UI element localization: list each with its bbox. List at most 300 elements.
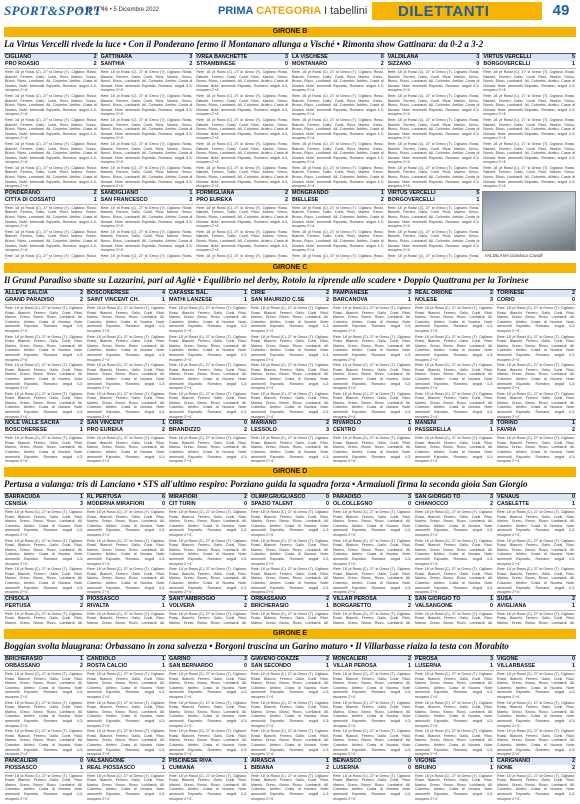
team-score: 2 (326, 656, 329, 662)
match-report: Rete: 18' pt Rossi (C), 27' st Greco (T). Cigliano: Rossi, Bianchi, Ferrero, Gallo, Conti, Ricci, Marino, Greco, Bruno, Rizzo, Lombardi. All. Colombo. Arbitro: Costa di Novara. Note: ammoniti Esposito, Romano; angoli 4-3; recupero 2'+4'. (100, 165, 193, 189)
match-box (414, 493, 494, 595)
away-team-row (496, 297, 576, 305)
match-report: Rete: 18' pt Rossi (C), 27' st Greco (T). Cigliano: Rossi, (387, 253, 480, 258)
team-name: GRAND PARADISO (5, 297, 55, 303)
away-team-row (250, 427, 330, 435)
team-score: 2 (162, 595, 165, 602)
team-score: 3 (490, 420, 493, 427)
home-team-row (250, 596, 330, 603)
match-report: Rete: 18' pt Rossi (C), 27' st Greco (T). Cigliano: Rossi, Bianchi, Ferrero, Gallo, Conti, Ricci, Marino, Greco, Bruno, Rizzo, Lombardi. All. (5, 611, 83, 625)
results-column (250, 655, 330, 801)
away-team-row (250, 765, 330, 773)
team-score: 1 (80, 494, 83, 500)
team-name: MONCALIERI (333, 656, 368, 662)
away-team-row (195, 61, 289, 69)
match-report: Rete: 18' pt Rossi (C), 27' st Greco (T). Cigliano: Rossi, Bianchi, Ferrero, Gallo, Conti, Ricci, Marino, Greco, Bruno, Rizzo, Lombardi. All. Colombo. Arbitro: Costa di Novara. Note: ammoniti Esposito, Romano; angoli 4-3; recupero 2'+4'. (87, 700, 165, 728)
away-team-row (4, 297, 84, 305)
away-team-row (86, 765, 166, 773)
team-name: CHIANOCCO (415, 501, 449, 507)
team-score: 2 (326, 290, 329, 296)
match-report: Rete: 18' pt Rossi (C), 27' st Greco (T). Cigliano: Rossi, Bianchi, Ferrero, Gallo, Conti, Ricci, Marino, Greco, Bruno, Rizzo, Lombardi. All. Colombo. Arbitro: Costa di Novara. Note: ammoniti Esposito, Romano; angoli 4-3; recupero 2'+4'. (483, 70, 576, 93)
match-report: Rete: 18' pt Rossi (C), 27' st Greco (T). Cigliano: Rossi, Bianchi, Ferrero, Gallo, Conti, Ricci, Marino, Greco, Bruno, Rizzo, Lombardi. All. Colombo. Arbitro: Costa di Novara. Note: ammoniti Esposito, Romano; angoli 4-3; recupero 2'+4'. (196, 70, 289, 93)
player-photo (482, 191, 576, 251)
match-box (332, 757, 412, 801)
match-box (168, 493, 248, 595)
team-score: 3 (80, 595, 83, 602)
match-report: Rete: 18' pt Rossi (C), 27' st Greco (T). Cigliano: Rossi, Bianchi, Ferrero, Gallo, Conti, Ricci, Marino, Greco, Bruno, Rizzo, Lombardi. All. Colombo. Arbitro: Costa di Novara. Note: ammoniti Esposito, Romano; angoli 4-3; recupero 2'+4'. (5, 70, 97, 93)
team-name: NOLE VALLE SACRA (5, 420, 60, 427)
team-name: BORGOVERCELLI (483, 61, 531, 67)
results-column (496, 655, 576, 801)
away-team-row (332, 297, 412, 305)
team-score: 0 (572, 297, 575, 303)
home-team-row (332, 290, 412, 297)
match-report: Rete: 18' pt Rossi (C), 27' st Greco (T). Cigliano: Rossi, Bianchi, Ferrero, Gallo, Conti, Ricci, Marino, Greco, Bruno, Rizzo, Lombardi. All. Colombo. Arbitro: Costa di Novara. Note: ammoniti Esposito, Romano; angoli 4-3; recupero 2'+4'. (415, 436, 493, 463)
match-box (496, 419, 576, 463)
match-box (168, 289, 248, 419)
home-team-row (496, 656, 576, 663)
home-team-row (86, 596, 166, 603)
team-score: 2 (93, 61, 97, 67)
results-column (250, 289, 330, 463)
match-report: Rete: 18' pt Rossi (C), 27' st Greco (T). Cigliano: Rossi, Bianchi, Ferrero, Gallo, Conti, Ricci, Marino, Greco, Bruno, Rizzo, Lombardi. All. Colombo. Arbitro: Costa di Novara. Note: ammoniti Esposito, Romano; angoli 4-3; recupero 2'+4'. (333, 363, 411, 391)
match-report: Rete: 18' pt Rossi (C), 27' st Greco (T). Cigliano: Rossi, Bianchi, Ferrero, Gallo, Conti, Ricci, Marino, Greco, Bruno, Rizzo, Lombardi. All. Colombo. Arbitro: Costa di Novara. Note: ammoniti Esposito, Romano; angoli 4-3; recupero 2'+4'. (87, 672, 165, 699)
match-report: Rete: 18' pt Rossi (C), 27' st Greco (T). Cigliano: Rossi, (5, 253, 97, 258)
match-box (250, 493, 330, 595)
away-team-row (496, 501, 576, 509)
team-name: GATTINARA (100, 54, 133, 60)
team-score: 6 (162, 494, 165, 500)
team-name: MIRAFIORI (169, 494, 198, 500)
match-report: Rete: 18' pt Rossi (C), 27' st Greco (T). Cigliano: Rossi, Bianchi, Ferrero, Gallo, Conti, Ricci, Marino, Greco, Bruno, Rizzo, Lombardi. All. Colombo. Arbitro: Costa di Novara. Note: ammoniti Esposito, Romano; angoli 4-3; recupero 2'+4'. (100, 141, 193, 165)
team-score: 1 (408, 420, 411, 427)
home-team-row (168, 290, 248, 297)
team-score: 2 (572, 757, 575, 764)
results-column (250, 493, 330, 625)
match-report: Rete: 18' pt Rossi (C), 27' st Greco (T). Cigliano: Rossi, Bianchi, Ferrero, Gallo, Conti, Ricci, Marino, Greco, Bruno, Rizzo, Lombardi. All. Colombo. Arbitro: Costa di Novara. Note: ammoniti Esposito, Romano; angoli 4-3; recupero 2'+4'. (169, 672, 247, 699)
match-box (4, 655, 84, 757)
match-report: Rete: 18' pt Rossi (C), 27' st Greco (T). Cigliano: Rossi, Bianchi, Ferrero, Gallo, Conti, Ricci, Marino, Greco, Bruno, Rizzo, Lombardi. All. Colombo. Arbitro: Costa di Novara. Note: ammoniti Esposito, Romano; angoli 4-3; recupero 2'+4'. (497, 510, 575, 537)
team-name: VILLAR PEROSA (333, 663, 377, 669)
match-box (387, 53, 481, 189)
home-team-row (4, 596, 84, 603)
match-report: Rete: 18' pt Rossi (C), 27' st Greco (T). Cigliano: Rossi, Bianchi, Ferrero, Gallo, Conti, Ricci, Marino, Greco, Bruno, Rizzo, Lombardi. All. Colombo. Arbitro: Costa di Novara. Note: ammoniti Esposito, Romano; angoli 4-3; recupero 2'+4'. (497, 334, 575, 362)
team-score: 1 (572, 602, 575, 609)
team-name: MANENI (415, 420, 437, 427)
match-box (387, 189, 481, 259)
section-headline: Boggian svolta blaugrana: Orbassano in zona salvezza • Borgoni trascina un Garino maturo • Il Villarbasse riaiza la testa con Morabito (4, 641, 509, 651)
team-name: BOSCONERESE (87, 290, 129, 296)
away-team-row (168, 297, 248, 305)
home-team-row (496, 494, 576, 501)
team-score: 3 (189, 54, 193, 60)
away-team-row (86, 297, 166, 305)
match-report: Rete: 18' pt Rossi (C), 27' st Greco (T). Cigliano: Rossi, Bianchi, Ferrero, Gallo, Conti, Ricci, Marino, Greco, Bruno, Rizzo, Lombardi. All. Colombo. Arbitro: Costa di Novara. Note: ammoniti Esposito, Romano; angoli 4-3; recupero 2'+4'. (415, 391, 493, 419)
team-score: 0 (408, 501, 411, 507)
team-score: 0 (80, 757, 83, 764)
match-report: Rete: 18' pt Rossi (C), 27' st Greco (T). Cigliano: Rossi, Bianchi, Ferrero, Gallo, Conti, Ricci, Marino, Greco, Bruno, Rizzo, Lombardi. All. Colombo. Arbitro: Costa di Novara. Note: ammoniti Esposito, Romano; angoli 4-3; recupero 2'+4'. (387, 117, 480, 141)
match-report: Rete: 18' pt Rossi (C), 27' st Greco (T). Cigliano: Rossi, Bianchi, Ferrero, Gallo, Conti, Ricci, Marino, Greco, Bruno, Rizzo, Lombardi. All. Colombo. Arbitro: Costa di Novara. Note: ammoniti Esposito, Romano; angoli 4-3; recupero 2'+4'. (169, 700, 247, 728)
away-team-row (414, 297, 494, 305)
results-column (4, 493, 84, 625)
match-report: Rete: 18' pt Rossi (C), 27' st Greco (T). Cigliano: Rossi, Bianchi, Ferrero, Gallo, Conti, Ricci, Marino, Greco, Bruno, Rizzo, Lombardi. All. Colombo. Arbitro: Costa di Novara. Note: ammoniti Esposito, Romano; angoli 4-3; recupero 2'+4'. (87, 510, 165, 537)
match-report: Rete: 18' pt Rossi (C), 27' st Greco (T). Cigliano: Rossi, Bianchi, Ferrero, Gallo, Conti, Ricci, Marino, Greco, Bruno, Rizzo, Lombardi. All. Colombo. Arbitro: Costa di Novara. Note: ammoniti Esposito, Romano; angoli 4-3; recupero 2'+4'. (415, 672, 493, 699)
team-score: 2 (189, 196, 193, 203)
home-team-row (100, 54, 194, 61)
team-score: 2 (572, 290, 575, 296)
team-score: 3 (408, 494, 411, 500)
match-report: Rete: 18' pt Rossi (C), 27' st Greco (T). Cigliano: Rossi, Bianchi, Ferrero, Gallo, Conti, Ricci, Marino, Greco, Bruno, Rizzo, Lombardi. All. Colombo. Arbitro: Costa di Novara. Note: ammoniti Esposito, Romano; angoli 4-3; recupero 2'+4'. (333, 510, 411, 537)
results-column (332, 493, 412, 625)
team-score: 1 (408, 595, 411, 602)
away-team-row (332, 663, 412, 671)
away-team-row (168, 603, 248, 611)
match-report: Rete: 18' pt Rossi (C), 27' st Greco (T). Cigliano: Rossi, Bianchi, Ferrero, Gallo, Conti, Ricci, Marino, Greco, Bruno, Rizzo, Lombardi. All. Colombo. Arbitro: Costa di Novara. Note: ammoniti Esposito, Romano; angoli 4-3; recupero 2'+4'. (497, 567, 575, 595)
away-team-row (387, 197, 481, 205)
match-box (414, 289, 494, 419)
match-box (291, 53, 385, 189)
match-report: Rete: 18' pt Rossi (C), 27' st Greco (T). Cigliano: Rossi, Bianchi, Ferrero, Gallo, Conti, Ricci, Marino, Greco, Bruno, Rizzo, Lombardi. All. Colombo. Arbitro: Costa di Novara. Note: ammoniti Esposito, Romano; angoli 4-3; recupero 2'+4'. (100, 117, 193, 141)
team-name: STRAMBINESE (196, 61, 236, 67)
match-report: Rete: 18' pt Rossi (C), 27' st Greco (T). Cigliano: Rossi, Bianchi, Ferrero, Gallo, Conti, Ricci, Marino, Greco, Bruno, Rizzo, Lombardi. All. Colombo. Arbitro: Costa di Novara. Note: ammoniti Esposito, Romano; angoli 4-3; recupero 2'+4'. (5, 436, 83, 463)
match-report: Rete: 18' pt Rossi (C), 27' st Greco (T). Cigliano: Rossi, Bianchi, Ferrero, Gallo, Conti, Ricci, Marino, Greco, Bruno, Rizzo, Lombardi. All. (333, 611, 411, 625)
team-name: REAL ORIONE (415, 290, 453, 296)
match-report: Rete: 18' pt Rossi (C), 27' st Greco (T). Cigliano: Rossi, Bianchi, Ferrero, Gallo, Conti, Ricci, Marino, Greco, Bruno, Rizzo, Lombardi. All. Colombo. Arbitro: Costa di Novara. Note: ammoniti Esposito, Romano; angoli 4-3; recupero 2'+4'. (5, 729, 83, 757)
match-box (168, 757, 248, 801)
away-team-row (332, 603, 412, 611)
home-team-row (168, 656, 248, 663)
home-team-row (332, 656, 412, 663)
match-report: Rete: 18' pt Rossi (C), 27' st Greco (T). Cigliano: Rossi, Bianchi, Ferrero, Gallo, Conti, Ricci, Marino, Greco, Bruno, Rizzo, Lombardi. All. Colombo. Arbitro: Costa di Novara. Note: ammoniti Esposito, Romano; angoli 4-3; recupero 2'+4'. (251, 391, 329, 419)
team-name: BIBIANA (251, 764, 274, 771)
team-score: 3 (490, 656, 493, 662)
team-score: 0 (408, 427, 411, 434)
home-team-row (496, 420, 576, 427)
match-box (100, 189, 194, 259)
edition-info: A. 66 N. 46 • 5 Dicembre 2022 (78, 7, 160, 13)
team-name: CARIGNANO (497, 757, 531, 764)
girone-label: GIRONE E (4, 629, 576, 639)
team-name: CENISIA (5, 501, 27, 507)
match-report: Rete: 18' pt Rossi (C), 27' st Greco (T). Cigliano: Rossi, Bianchi, Ferrero, Gallo, Conti, Ricci, Marino, Greco, Bruno, Rizzo, Lombardi. All. Colombo. Arbitro: Costa di Novara. Note: ammoniti Esposito, Romano; angoli 4-3; recupero 2'+4'. (333, 773, 411, 801)
team-score: 2 (162, 427, 165, 434)
match-report: Rete: 18' pt Rossi (C), 27' st Greco (T). Cigliano: Rossi, Bianchi, Ferrero, Gallo, Conti, Ricci, Marino, Greco, Bruno, Rizzo, Lombardi. All. Colombo. Arbitro: Costa di Novara. Note: ammoniti Esposito, Romano; angoli 4-3; recupero 2'+4'. (415, 510, 493, 537)
team-name: BEINASCO (333, 757, 362, 764)
team-name: PONDERANO (5, 189, 41, 196)
match-report: Rete: 18' pt Rossi (C), 27' st Greco (T). Cigliano: Rossi, Bianchi, Ferrero, Gallo, Conti, Ricci, Marino, Greco, Bruno, Rizzo, Lombardi. All. Colombo. Arbitro: Costa di Novara. Note: ammoniti Esposito, Romano; angoli 4-3; recupero 2'+4'. (333, 334, 411, 362)
match-box (496, 289, 576, 419)
team-name: LUSERNA (333, 764, 360, 771)
results-column (86, 493, 166, 625)
match-report: Rete: 18' pt Rossi (C), 27' st Greco (T). Cigliano: Rossi, Bianchi, Ferrero, Gallo, Conti, Ricci, Marino, Greco, Bruno, Rizzo, Lombardi. All. Colombo. Arbitro: Costa di Novara. Note: ammoniti Esposito, Romano; angoli 4-3; recupero 2'+4'. (497, 773, 575, 801)
match-box (168, 655, 248, 757)
page-header (0, 0, 580, 24)
away-team-row (4, 663, 84, 671)
team-name: LUSERNA (415, 663, 442, 669)
home-team-row (414, 290, 494, 297)
match-report: Rete: 18' pt Rossi (C), 27' st Greco (T). Cigliano: Rossi, Bianchi, Ferrero, Gallo, Conti, Ricci, Marino, Greco, Bruno, Rizzo, Lombardi. All. Colombo. Arbitro: Costa di Novara. Note: ammoniti Esposito, Romano; angoli 4-3; recupero 2'+4'. (497, 363, 575, 391)
team-score: 2 (285, 189, 289, 196)
team-name: MONGRANDO (292, 189, 329, 196)
match-report: Rete: 18' pt Rossi (C), 27' st Greco (T). Cigliano: Rossi, (100, 253, 193, 258)
team-name: FAVRIA (497, 427, 517, 434)
team-name: CIGLIANO (5, 54, 32, 60)
home-team-row (168, 494, 248, 501)
away-team-row (86, 663, 166, 671)
team-score: 1 (408, 297, 411, 303)
home-team-row (496, 596, 576, 603)
match-report: Rete: 18' pt Rossi (C), 27' st Greco (T). Cigliano: Rossi, Bianchi, Ferrero, Gallo, Conti, Ricci, Marino, Greco, Bruno, Rizzo, Lombardi. All. Colombo. Arbitro: Costa di Novara. Note: ammoniti Esposito, Romano; angoli 4-3; recupero 2'+4'. (100, 205, 193, 229)
team-name: CENTRO (333, 427, 356, 434)
team-score: 1 (80, 764, 83, 771)
team-name: GIAVENO COAZZE (251, 656, 300, 662)
home-team-row (250, 420, 330, 427)
team-score: 2 (285, 196, 289, 203)
team-name: KL PERTUSA (87, 494, 122, 500)
match-box (250, 757, 330, 801)
team-name: VILLARBASSE (497, 663, 536, 669)
home-team-row (387, 190, 481, 197)
team-name: PARADISO (333, 494, 362, 500)
team-name: BRANDIZZO (169, 427, 201, 434)
home-team-row (250, 290, 330, 297)
match-box (100, 53, 194, 189)
match-report: Rete: 18' pt Rossi (C), 27' st Greco (T). Cigliano: Rossi, Bianchi, Ferrero, Gallo, Conti, Ricci, Marino, Greco, Bruno, Rizzo, Lombardi. All. Colombo. Arbitro: Costa di Novara. Note: ammoniti Esposito, Romano; angoli 4-3; recupero 2'+4'. (169, 306, 247, 333)
team-score: 2 (408, 602, 411, 609)
match-report: Rete: 18' pt Rossi (C), 27' st Greco (T). Cigliano: Rossi, Bianchi, Ferrero, Gallo, Conti, Ricci, Marino, Greco, Bruno, Rizzo, Lombardi. All. Colombo. Arbitro: Costa di Novara. Note: ammoniti Esposito, Romano; angoli 4-3; recupero 2'+4'. (251, 538, 329, 566)
match-box (332, 655, 412, 757)
team-score: 1 (244, 764, 247, 771)
match-report: Rete: 18' pt Rossi (C), 27' st Greco (T). Cigliano: Rossi, Bianchi, Ferrero, Gallo, Conti, Ricci, Marino, Greco, Bruno, Rizzo, Lombardi. All. Colombo. Arbitro: Costa di Novara. Note: ammoniti Esposito, Romano; angoli 4-3; recupero 2'+4'. (169, 729, 247, 757)
match-report: Rete: 18' pt Rossi (C), 27' st Greco (T). Cigliano: Rossi, Bianchi, Ferrero, Gallo, Conti, Ricci, Marino, Greco, Bruno, Rizzo, Lombardi. All. Colombo. Arbitro: Costa di Novara. Note: ammoniti Esposito, Romano; angoli 4-3; recupero 2'+4'. (415, 538, 493, 566)
away-team-row (387, 61, 481, 69)
team-name: VIGONE (497, 656, 518, 662)
match-box (482, 53, 576, 189)
match-report: Rete: 18' pt Rossi (C), 27' st Greco (T). Cigliano: Rossi, Bianchi, Ferrero, Gallo, Conti, Ricci, Marino, Greco, Bruno, Rizzo, Lombardi. All. Colombo. Arbitro: Costa di Novara. Note: ammoniti Esposito, Romano; angoli 4-3; recupero 2'+4'. (87, 538, 165, 566)
match-report: Rete: 18' pt Rossi (C), 27' st Greco (T). Cigliano: Rossi, Bianchi, Ferrero, Gallo, Conti, Ricci, Marino, Greco, Bruno, Rizzo, Lombardi. All. Colombo. Arbitro: Costa di Novara. Note: ammoniti Esposito, Romano; angoli 4-3; recupero 2'+4'. (169, 773, 247, 801)
team-score: 2 (326, 764, 329, 771)
team-score: 1 (80, 656, 83, 662)
match-report: Rete: 18' pt Rossi (C), 27' st Greco (T). Cigliano: Rossi, Bianchi, Ferrero, Gallo, Conti, Ricci, Marino, Greco, Bruno, Rizzo, Lombardi. All. Colombo. Arbitro: Costa di Novara. Note: ammoniti Esposito, Romano; angoli 4-3; recupero 2'+4'. (5, 205, 97, 229)
match-report: Rete: 18' pt Rossi (C), 27' st Greco (T). Cigliano: Rossi, Bianchi, Ferrero, Gallo, Conti, Ricci, Marino, Greco, Bruno, Rizzo, Lombardi. All. Colombo. Arbitro: Costa di Novara. Note: ammoniti Esposito, Romano; angoli 4-3; recupero 2'+4'. (100, 229, 193, 253)
team-name: NOLESE (415, 297, 438, 303)
match-report: Rete: 18' pt Rossi (C), 27' st Greco (T). Cigliano: Rossi, Bianchi, Ferrero, Gallo, Conti, Ricci, Marino, Greco, Bruno, Rizzo, Lombardi. All. (169, 611, 247, 625)
match-report: Rete: 18' pt Rossi (C), 27' st Greco (T). Cigliano: Rossi, Bianchi, Ferrero, Gallo, Conti, Ricci, Marino, Greco, Bruno, Rizzo, Lombardi. All. Colombo. Arbitro: Costa di Novara. Note: ammoniti Esposito, Romano; angoli 4-3; recupero 2'+4'. (387, 229, 480, 253)
match-box (4, 493, 84, 595)
team-score: 2 (572, 427, 575, 434)
match-report: Rete: 18' pt Rossi (C), 27' st Greco (T). Cigliano: Rossi, Bianchi, Ferrero, Gallo, Conti, Ricci, Marino, Greco, Bruno, Rizzo, Lombardi. All. Colombo. Arbitro: Costa di Novara. Note: ammoniti Esposito, Romano; angoli 4-3; recupero 2'+4'. (483, 141, 576, 165)
match-report: Rete: 18' pt Rossi (C), 27' st Greco (T). Cigliano: Rossi, Bianchi, Ferrero, Gallo, Conti, Ricci, Marino, Greco, Bruno, Rizzo, Lombardi. All. (87, 611, 165, 625)
home-team-row (332, 420, 412, 427)
team-name: SAN SECONDO (251, 663, 292, 669)
match-box (4, 419, 84, 463)
match-box (332, 493, 412, 595)
team-name: CIT TURIN (169, 501, 196, 507)
match-box (195, 53, 289, 189)
away-team-row (4, 603, 84, 611)
home-team-row (250, 758, 330, 765)
team-name: FORMIGLIANA (196, 189, 235, 196)
team-score: 2 (80, 297, 83, 303)
team-name: BRUINO (415, 764, 437, 771)
home-team-row (86, 758, 166, 765)
home-team-row (86, 290, 166, 297)
match-box (414, 595, 494, 625)
team-name: PISCINESE RIVA (169, 757, 212, 764)
home-team-row (291, 54, 385, 61)
team-name: VENAUS (497, 494, 520, 500)
match-report: Rete: 18' pt Rossi (C), 27' st Greco (T). Cigliano: Rossi, Bianchi, Ferrero, Gallo, Conti, Ricci, Marino, Greco, Bruno, Rizzo, Lombardi. All. Colombo. Arbitro: Costa di Novara. Note: ammoniti Esposito, Romano; angoli 4-3; recupero 2'+4'. (196, 141, 289, 165)
home-team-row (168, 758, 248, 765)
match-report: Rete: 18' pt Rossi (C), 27' st Greco (T). Cigliano: Rossi, Bianchi, Ferrero, Gallo, Conti, Ricci, Marino, Greco, Bruno, Rizzo, Lombardi. All. Colombo. Arbitro: Costa di Novara. Note: ammoniti Esposito, Romano; angoli 4-3; recupero 2'+4'. (483, 165, 576, 189)
team-score: 3 (285, 54, 289, 60)
away-team-row (291, 61, 385, 69)
match-report: Rete: 18' pt Rossi (C), 27' st Greco (T). Cigliano: Rossi, Bianchi, Ferrero, Gallo, Conti, Ricci, Marino, Greco, Bruno, Rizzo, Lombardi. All. Colombo. Arbitro: Costa di Novara. Note: ammoniti Esposito, Romano; angoli 4-3; recupero 2'+4'. (251, 700, 329, 728)
team-name: BRICHERASIO (5, 656, 43, 662)
team-name: VALSANGONE (415, 602, 453, 609)
team-name: VIRTUS VERCELLI (387, 189, 436, 196)
team-name: SAN FRANCESCO (100, 196, 148, 203)
match-report: Rete: 18' pt Rossi (C), 27' st Greco (T). Cigliano: Rossi, Bianchi, Ferrero, Gallo, Conti, Ricci, Marino, Greco, Bruno, Rizzo, Lombardi. All. Colombo. Arbitro: Costa di Novara. Note: ammoniti Esposito, Romano; angoli 4-3; recupero 2'+4'. (87, 391, 165, 419)
match-box (496, 757, 576, 801)
team-score: 1 (572, 61, 576, 67)
results-column (4, 289, 84, 463)
team-score: 2 (244, 602, 247, 609)
team-score: 3 (490, 494, 493, 500)
home-team-row (332, 758, 412, 765)
team-name: SANDIGLIANO (100, 189, 139, 196)
team-name: SANTHIÀ (100, 61, 125, 67)
match-report: Rete: 18' pt Rossi (C), 27' st Greco (T). Cigliano: Rossi, Bianchi, Ferrero, Gallo, Conti, Ricci, Marino, Greco, Bruno, Rizzo, Lombardi. All. Colombo. Arbitro: Costa di Novara. Note: ammoniti Esposito, Romano; angoli 4-3; recupero 2'+4'. (196, 205, 289, 229)
away-team-row (4, 197, 98, 205)
match-report: Rete: 18' pt Rossi (C), 27' st Greco (T). Cigliano: Rossi, Bianchi, Ferrero, Gallo, Conti, Ricci, Marino, Greco, Bruno, Rizzo, Lombardi. All. Colombo. Arbitro: Costa di Novara. Note: ammoniti Esposito, Romano; angoli 4-3; recupero 2'+4'. (333, 436, 411, 463)
match-report: Rete: 18' pt Rossi (C), 27' st Greco (T). Cigliano: Rossi, Bianchi, Ferrero, Gallo, Conti, Ricci, Marino, Greco, Bruno, Rizzo, Lombardi. All. Colombo. Arbitro: Costa di Novara. Note: ammoniti Esposito, Romano; angoli 4-3; recupero 2'+4'. (333, 672, 411, 699)
team-score: 0 (572, 494, 575, 500)
team-name: BIELLESE (292, 196, 319, 203)
match-report: Rete: 18' pt Rossi (C), 27' st Greco (T). Cigliano: Rossi, Bianchi, Ferrero, Gallo, Conti, Ricci, Marino, Greco, Bruno, Rizzo, Lombardi. All. Colombo. Arbitro: Costa di Novara. Note: ammoniti Esposito, Romano; angoli 4-3; recupero 2'+4'. (251, 363, 329, 391)
match-box (86, 289, 166, 419)
team-name: CHISOLA (5, 595, 30, 602)
team-score: 1 (490, 595, 493, 602)
team-name: PEROSA (415, 656, 438, 662)
team-score: 0 (490, 602, 493, 609)
team-score: 1 (326, 602, 329, 609)
match-report: Rete: 18' pt Rossi (C), 27' st Greco (T). Cigliano: Rossi, Bianchi, Ferrero, Gallo, Conti, Ricci, Marino, Greco, Bruno, Rizzo, Lombardi. All. (251, 611, 329, 625)
team-score: 2 (490, 501, 493, 507)
home-team-row (414, 656, 494, 663)
team-score: 1 (244, 297, 247, 303)
team-name: REAL PIOSSASCO (87, 764, 136, 771)
away-team-row (4, 501, 84, 509)
away-team-row (482, 61, 576, 69)
results-column (168, 655, 248, 801)
team-name: CASELETTE (497, 501, 530, 507)
match-box (250, 289, 330, 419)
match-report: Rete: 18' pt Rossi (C), 27' st Greco (T). Cigliano: Rossi, Bianchi, Ferrero, Gallo, Conti, Ricci, Marino, Greco, Bruno, Rizzo, Lombardi. All. Colombo. Arbitro: Costa di Novara. Note: ammoniti Esposito, Romano; angoli 4-3; recupero 2'+4'. (87, 306, 165, 333)
band-title: DILETTANTI (398, 3, 490, 20)
home-team-row (291, 190, 385, 197)
team-name: AIRASCA (251, 757, 276, 764)
match-report: Rete: 18' pt Rossi (C), 27' st Greco (T). Cigliano: Rossi, Bianchi, Ferrero, Gallo, Conti, Ricci, Marino, Greco, Bruno, Rizzo, Lombardi. All. Colombo. Arbitro: Costa di Novara. Note: ammoniti Esposito, Romano; angoli 4-3; recupero 2'+4'. (5, 363, 83, 391)
team-score: 1 (244, 757, 247, 764)
girone-section (4, 263, 576, 463)
girone-label: GIRONE C (4, 263, 576, 273)
results-column (168, 493, 248, 625)
home-team-row (4, 190, 98, 197)
away-team-row (414, 663, 494, 671)
match-report: Rete: 18' pt Rossi (C), 27' st Greco (T). Cigliano: Rossi, Bianchi, Ferrero, Gallo, Conti, Ricci, Marino, Greco, Bruno, Rizzo, Lombardi. All. Colombo. Arbitro: Costa di Novara. Note: ammoniti Esposito, Romano; angoli 4-3; recupero 2'+4'. (169, 363, 247, 391)
match-report: Rete: 18' pt Rossi (C), 27' st Greco (T). Cigliano: Rossi, Bianchi, Ferrero, Gallo, Conti, Ricci, Marino, Greco, Bruno, Rizzo, Lombardi. All. Colombo. Arbitro: Costa di Novara. Note: ammoniti Esposito, Romano; angoli 4-3; recupero 2'+4'. (415, 700, 493, 728)
match-report: Rete: 18' pt Rossi (C), 27' st Greco (T). Cigliano: Rossi, Bianchi, Ferrero, Gallo, Conti, Ricci, Marino, Greco, Bruno, Rizzo, Lombardi. All. Colombo. Arbitro: Costa di Novara. Note: ammoniti Esposito, Romano; angoli 4-3; recupero 2'+4'. (333, 729, 411, 757)
home-team-row (387, 54, 481, 61)
match-box (4, 595, 84, 625)
match-box (86, 493, 166, 595)
results-column (482, 53, 576, 259)
match-report: Rete: 18' pt Rossi (C), 27' st Greco (T). Cigliano: Rossi, Bianchi, Ferrero, Gallo, Conti, Ricci, Marino, Greco, Bruno, Rizzo, Lombardi. All. Colombo. Arbitro: Costa di Novara. Note: ammoniti Esposito, Romano; angoli 4-3; recupero 2'+4'. (5, 165, 97, 189)
match-report: Rete: 18' pt Rossi (C), 27' st Greco (T). Cigliano: Rossi, Bianchi, Ferrero, Gallo, Conti, Ricci, Marino, Greco, Bruno, Rizzo, Lombardi. All. Colombo. Arbitro: Costa di Novara. Note: ammoniti Esposito, Romano; angoli 4-3; recupero 2'+4'. (483, 117, 576, 141)
home-team-row (86, 656, 166, 663)
masthead-logo: SPORT&SPORT (4, 3, 102, 18)
team-name: LA VISCHESE (292, 54, 328, 60)
match-box (195, 189, 289, 259)
match-box (168, 419, 248, 463)
match-report: Rete: 18' pt Rossi (C), 27' st Greco (T). Cigliano: Rossi, Bianchi, Ferrero, Gallo, Conti, Ricci, Marino, Greco, Bruno, Rizzo, Lombardi. All. Colombo. Arbitro: Costa di Novara. Note: ammoniti Esposito, Romano; angoli 4-3; recupero 2'+4'. (100, 70, 193, 93)
team-score: 1 (476, 196, 480, 203)
match-report: Rete: 18' pt Rossi (C), 27' st Greco (T). Cigliano: Rossi, Bianchi, Ferrero, Gallo, Conti, Ricci, Marino, Greco, Bruno, Rizzo, Lombardi. All. (497, 611, 575, 625)
team-name: IVREA BANCHETTE (196, 54, 248, 60)
team-score: 4 (162, 290, 165, 296)
match-report: Rete: 18' pt Rossi (C), 27' st Greco (T). Cigliano: Rossi, Bianchi, Ferrero, Gallo, Conti, Ricci, Marino, Greco, Bruno, Rizzo, Lombardi. All. Colombo. Arbitro: Costa di Novara. Note: ammoniti Esposito, Romano; angoli 4-3; recupero 2'+4'. (169, 567, 247, 595)
match-box (4, 757, 84, 801)
results-column (414, 493, 494, 625)
team-score: 1 (326, 663, 329, 669)
match-box (332, 595, 412, 625)
home-team-row (496, 758, 576, 765)
team-score: 3 (326, 427, 329, 434)
team-score: 2 (408, 656, 411, 662)
match-report: Rete: 18' pt Rossi (C), 27' st Greco (T). Cigliano: Rossi, Bianchi, Ferrero, Gallo, Conti, Ricci, Marino, Greco, Bruno, Rizzo, Lombardi. All. Colombo. Arbitro: Costa di Novara. Note: ammoniti Esposito, Romano; angoli 4-3; recupero 2'+4'. (169, 334, 247, 362)
team-name: MODERNA MIRAFIORI (87, 501, 145, 507)
home-team-row (195, 190, 289, 197)
home-team-row (4, 494, 84, 501)
team-name: LESSOLO (251, 427, 277, 434)
home-team-row (100, 190, 194, 197)
match-report: Rete: 18' pt Rossi (C), 27' st Greco (T). Cigliano: Rossi, Bianchi, Ferrero, Gallo, Conti, Ricci, Marino, Greco, Bruno, Rizzo, Lombardi. All. Colombo. Arbitro: Costa di Novara. Note: ammoniti Esposito, Romano; angoli 4-3; recupero 2'+4'. (483, 93, 576, 117)
team-name: VALSANGONE (87, 757, 125, 764)
team-name: SIZZANO (387, 61, 412, 67)
team-score: 0 (572, 656, 575, 662)
girone-section (4, 629, 576, 801)
match-report: Rete: 18' pt Rossi (C), 27' st Greco (T). Cigliano: Rossi, Bianchi, Ferrero, Gallo, Conti, Ricci, Marino, Greco, Bruno, Rizzo, Lombardi. All. Colombo. Arbitro: Costa di Novara. Note: ammoniti Esposito, Romano; angoli 4-3; recupero 2'+4'. (196, 117, 289, 141)
match-report: Rete: 18' pt Rossi (C), 27' st Greco (T). Cigliano: Rossi, Bianchi, Ferrero, Gallo, Conti, Ricci, Marino, Greco, Bruno, Rizzo, Lombardi. All. Colombo. Arbitro: Costa di Novara. Note: ammoniti Esposito, Romano; angoli 4-3; recupero 2'+4'. (292, 205, 384, 229)
away-team-row (4, 61, 98, 69)
home-team-row (86, 494, 166, 501)
results-column (86, 655, 166, 801)
team-score: 0 (326, 494, 329, 500)
team-score: 3 (408, 290, 411, 296)
away-team-row (414, 603, 494, 611)
team-score: 0 (244, 663, 247, 669)
results-column (414, 655, 494, 801)
match-box (496, 595, 576, 625)
team-score: 1 (80, 427, 83, 434)
away-team-row (250, 297, 330, 305)
page-number: 49 (552, 2, 570, 19)
team-score: 0 (162, 501, 165, 507)
match-report: Rete: 18' pt Rossi (C), 27' st Greco (T). Cigliano: Rossi, Bianchi, Ferrero, Gallo, Conti, Ricci, Marino, Greco, Bruno, Rizzo, Lombardi. All. Colombo. Arbitro: Costa di Novara. Note: ammoniti Esposito, Romano; angoli 4-3; recupero 2'+4'. (333, 391, 411, 419)
section-headline: Il Grand Paradiso sbatte su Lazzarini, pari ad Agliè • Equilibrio nel derby, Rotolo la riprende allo scadere • Doppio Quattrana per la Torinese (4, 275, 529, 285)
home-team-row (4, 656, 84, 663)
